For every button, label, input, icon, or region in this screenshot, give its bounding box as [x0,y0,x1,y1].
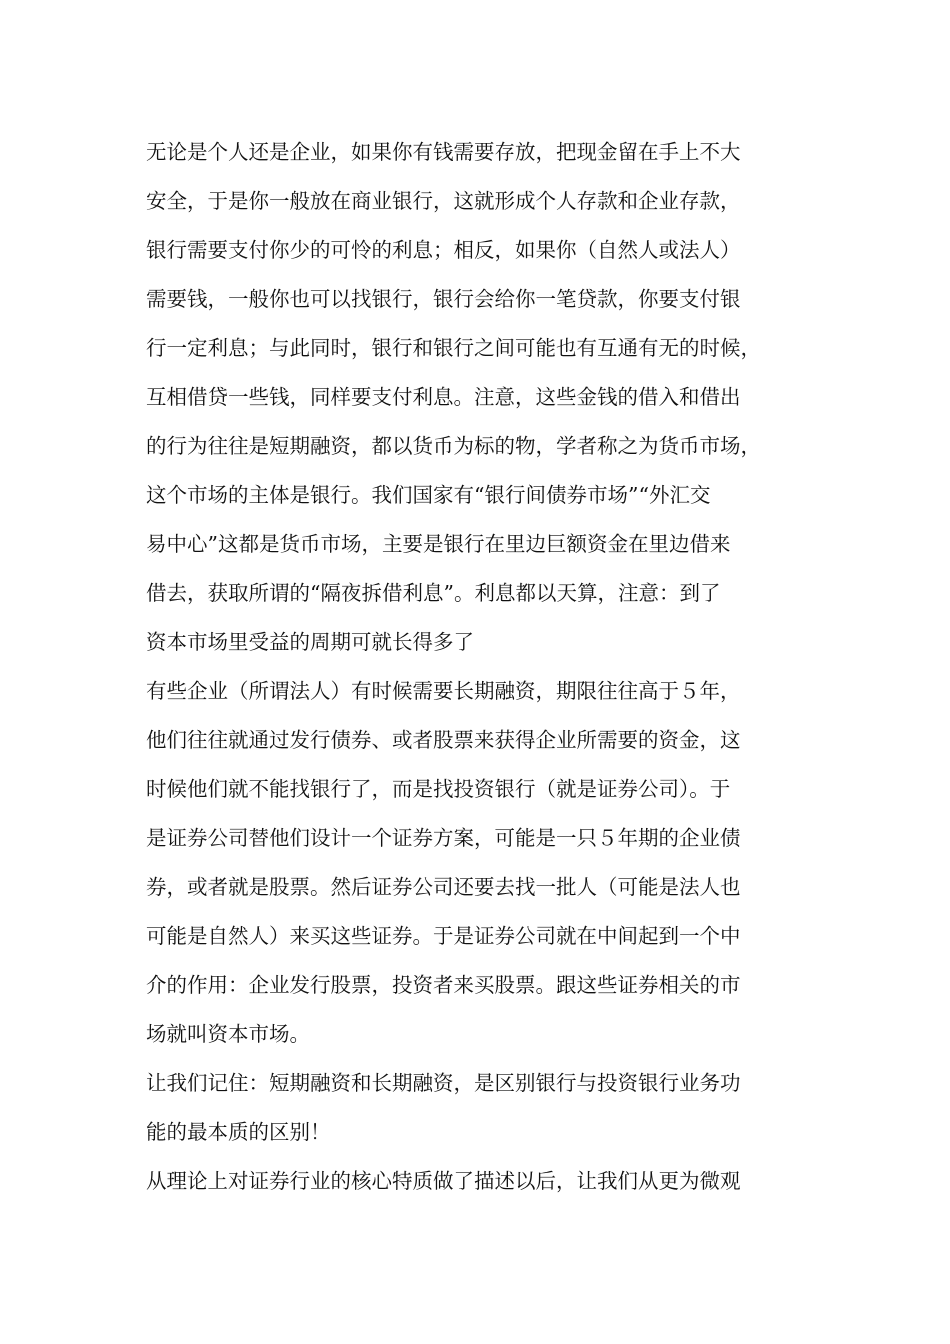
text-line: 无论是个人还是企业，如果你有钱需要存放，把现金留在手上不大 [146,140,741,164]
body-text [146,128,826,1206]
text-line: 安全，于是你一般放在商业银行，这就形成个人存款和企业存款， [146,189,741,213]
text-line: 有些企业（所谓法人）有时候需要长期融资，期限往往高于５年， [146,679,741,703]
text-line: 资本市场里受益的周期可就长得多了 [146,630,474,654]
text-line: 借去，获取所谓的“隔夜拆借利息”。利息都以天算，注意：到了 [146,581,721,605]
text-line: 行一定利息；与此同时，银行和银行之间可能也有互通有无的时候， [146,336,761,360]
text-line: 他们往往就通过发行债券、或者股票来获得企业所需要的资金，这 [146,728,741,752]
text-line: 券，或者就是股票。然后证券公司还要去找一批人（可能是法人也 [146,875,741,899]
text-line: 可能是自然人）来买这些证券。于是证券公司就在中间起到一个中 [146,924,741,948]
text-line: 易中心”这都是货币市场，主要是银行在里边巨额资金在里边借来 [146,532,731,556]
text-line: 的行为往往是短期融资，都以货币为标的物，学者称之为货币市场， [146,434,761,458]
text-line: 让我们记住：短期融资和长期融资，是区别银行与投资银行业务功 [146,1071,741,1095]
text-line: 时候他们就不能找银行了，而是找投资银行（就是证券公司）。于 [146,777,731,801]
text-line: 介的作用：企业发行股票，投资者来买股票。跟这些证券相关的市 [146,973,741,997]
text-line: 互相借贷一些钱，同样要支付利息。注意，这些金钱的借入和借出 [146,385,741,409]
text-line: 银行需要支付你少的可怜的利息；相反，如果你（自然人或法人） [146,238,741,262]
text-line: 需要钱，一般你也可以找银行，银行会给你一笔贷款，你要支付银 [146,287,741,311]
text-line: 场就叫资本市场。 [146,1022,310,1046]
text-line: 从理论上对证券行业的核心特质做了描述以后，让我们从更为微观 [146,1169,741,1193]
text-line: 能的最本质的区别！ [146,1120,331,1144]
text-line: 是证券公司替他们设计一个证券方案，可能是一只５年期的企业债 [146,826,741,850]
text-line: 这个市场的主体是银行。我们国家有“银行间债券市场”“外汇交 [146,483,711,507]
